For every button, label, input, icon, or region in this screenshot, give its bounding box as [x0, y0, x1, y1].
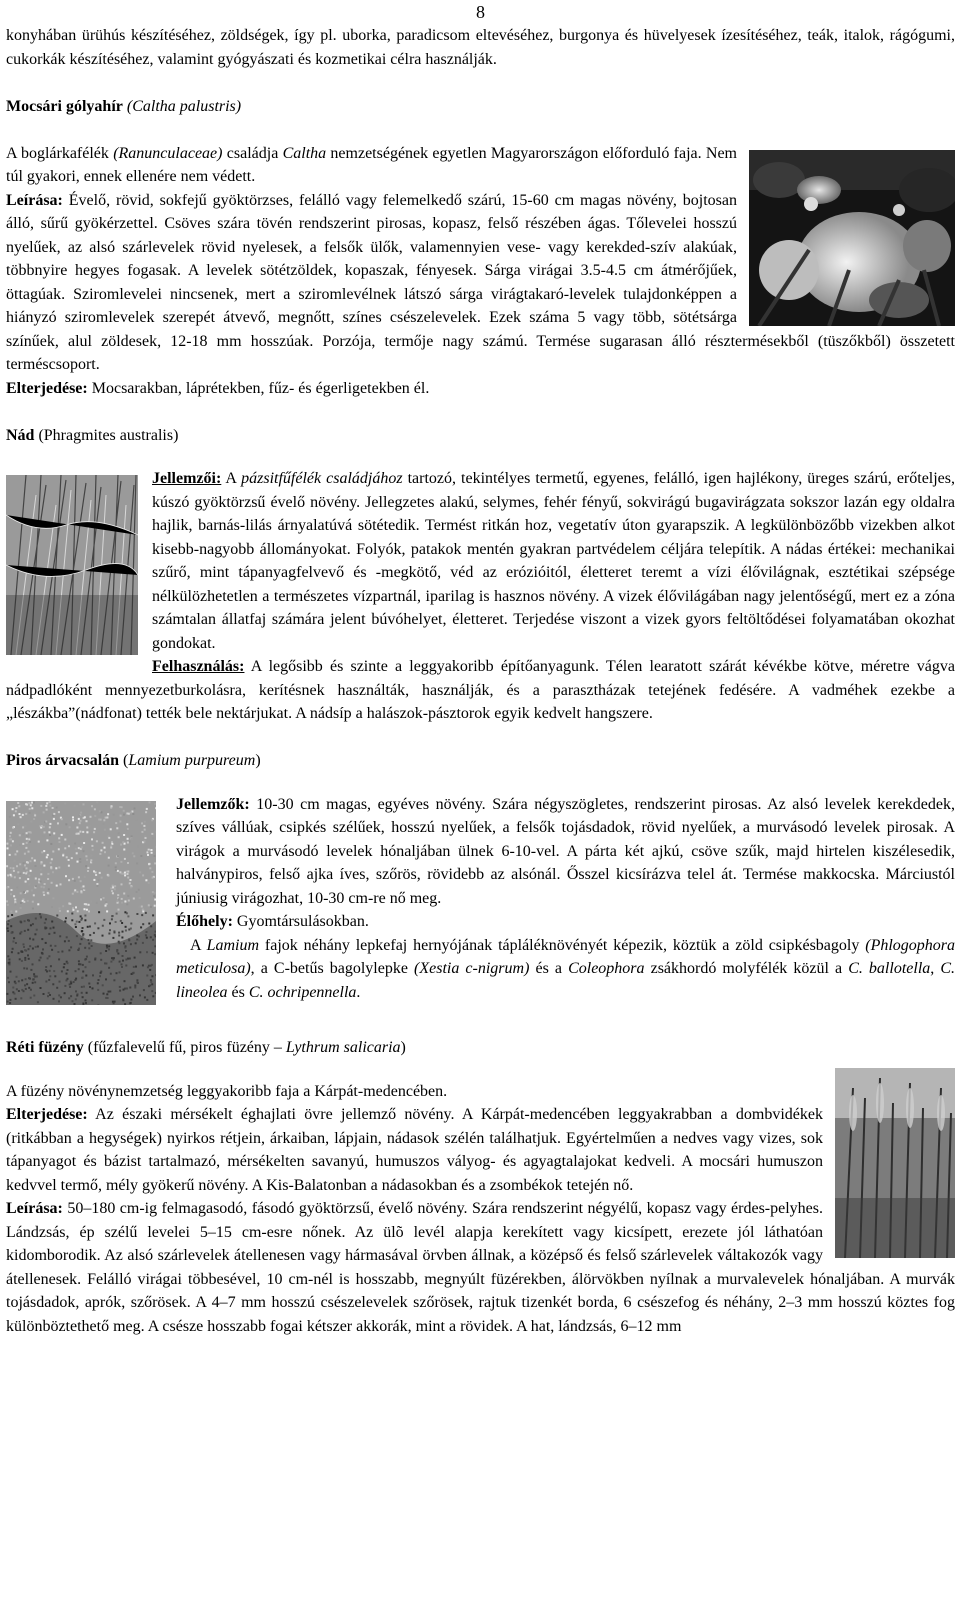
- caltha-description: Leírása: Évelő, rövid, sokfejű gyöktörzses, felálló vagy felemelkedő szárú, 15-60 cm magas növény, bojtosan álló, sűrű gyökérzettel. Csöves szára tövén rendszerint pirosas, kopasz, felső részében ágas. Tőlevelei hosszú nyelűek, az alsó szárlevelek rövid nyelesek, a felsők ülők, valamennyien vese- vagy kerekded-szív alakúak, többnyire hegyes fogasak. A levelek sötétzöldek, kopaszak, fényesek. Sárga virágai 3.5-4.5 cm átmérőjűek, öttagúak. Sziromlevelei nincsenek, mert a sziromlevélnek látszó sárga virágtakaró-levelek tulajdonképpen a hiányzó sziromlevelek szerepét átvevő, megnőtt, színes csészelevelek. Ezek száma 5 vagy több, sötétsárga színűek, alul zöldesek, 12-18 mm hosszúak. Porzója, termője nagy számú. Termése sugarasan álló résztermésekből (tüszőkből) összetett terméscsoport.: [6, 191, 955, 373]
- lythrum-latin: Lythrum salicaria: [285, 1039, 401, 1056]
- reed-heading: [6, 424, 955, 448]
- caltha-intro: A boglárkafélék (Ranunculaceae) családja Caltha nemzetségének egyetlen Magyarországon előforduló faja. Nem túl gyakori, ennek ellenére nem védett.: [6, 144, 738, 185]
- page-number: 8: [476, 2, 485, 22]
- lamium-paragraph: A Lamium fajok néhány lepkefaj hernyójának tápláléknövényét képezik, köztük a zöld csipkésbagoly (Phlogophora meticulosa), a C-betűs bagolylepke (Xestia c-nigrum) és a Coleophora zsákhordó molyfélék közül a C. ballotella, C. lineolea és C. ochripennella.: [176, 936, 956, 1001]
- reed-characteristics: Jellemzői: A pázsitfűfélék családjához tartozó, tekintélyes termetű, egyenes, felálló, igen hajlékony, üreges szárú, erőteljes, kúszó gyöktörzsű évelő növény. Jellegzetes alakú, selymes, fehér fényű, sokvirágú bugavirágzata sokszor lazán egy oldalra hajlik, barnás-lilás árnyalatúvá sötétedik. Termést ritkán hoz, vegetatív úton gyarapszik. A legkülönbözőbb vizekben alkot kisebb-nagyobb állományokat. Folyók, patakok mentén gyakran partvédelem céljára telepítik. A nádas értékei: mechanikai szűrő, mint tápanyagfelvevő és -megkötő, véd az erózióitól, életteret teremt a vízi élővilágnak, esztétikai szépsége nélkülözhetetlen a természetes vízpartnál, iparilag is hasznos növény. A vizek élővilágában nagy jelentőségű, mert ez a zóna számtalan állatfaj számára jelent búvóhelyet, életteret. Terjedése viszont a vizek gyors feltöltődései folyamatában okozhat gondokat.: [152, 470, 956, 652]
- lythrum-distribution: Elterjedése: Az északi mérsékelt éghajlati övre jellemző növény. A Kárpát-medencében leggyakrabban a dombvidékek (ritkábban a hegységek) nyirkos rétjein, árkaiban, lápjain, nádasok szélén találhatjuk. Egyértelműen a nedves vagy vizes, sok tápanyagot és bázist tartalmazó, mérsékelten savanyú, humuszos vályog- és agyagtalajokat kedveli. A mocsári humuszon kedvvel termő, mély gyökerű növény. A Kis-Balatonban a nádasokban és a zsombékok tetején nő.: [6, 1106, 823, 1194]
- caltha-latin: (Caltha palustris): [126, 97, 242, 115]
- lamium-characteristics: Jellemzők: 10-30 cm magas, egyéves növény. Szára négyszögletes, rendszerint pirosas. Az alsó levelek kerekdedek, szíves vállúak, csipkés szélűek, hosszú nyelűek, a felsők tojásdadok, rövid nyelűek, a murvásodó levelek pirosak. A virágok a murvásodó levelek hónaljában ülnek 6-10-vel. A párta két ajkú, csöve szűk, majd hirtelen kiszélesedik, halványpiros, felső ajka íves, szőrös, rövidebb az alsónál. Ősszel kicsírázva telel át. Termése makkocska. Márciustól júniusig virágozhat, 10-30 cm-re nő meg.: [176, 795, 955, 907]
- lamium-photo: [6, 801, 156, 1005]
- lamium-latin: Lamium purpureum: [128, 752, 256, 769]
- intro-paragraph: konyhában ürühús készítéséhez, zöldségek, így pl. uborka, paradicsom eltevéséhez, burgonya és hüvelyesek ízesítéséhez, teák, italok, rágógumi, cukorkák készítéséhez, valamint gyógyászati és kozmetikai célra használják.: [6, 27, 955, 68]
- lamium-title: Piros árvacsalán: [6, 752, 120, 769]
- reed-latin: (Phragmites australis): [34, 426, 179, 444]
- reed-photo: [6, 475, 138, 655]
- lythrum-intro: A füzény növénynemzetség leggyakoribb faja a Kárpát-medencében.: [6, 1082, 448, 1100]
- lamium-habitat: Élőhely: Gyomtársulásokban.: [176, 913, 369, 930]
- reed-title: Nád: [6, 426, 35, 444]
- lamium-spacer: [6, 801, 162, 1011]
- document-page: [6, 0, 955, 1338]
- reed-usage: Felhasználás: A legősibb és szinte a leggyakoribb építőanyagunk. Télen learatott szárát kévékbe kötve, méretre vágva nádpadlóként mennyezetburkolásra, kerítésnek használták, használják, és a parasztházak tetejének fedésére. A vadméhek ezekbe a „lészákba”(nádfonat) tették bele nektárjukat. A nádsíp a halászok-pásztorok egyik kedvelt hangszere.: [6, 658, 955, 722]
- marsh-marigold-photo: [749, 150, 955, 326]
- caltha-title: Mocsári gólyahír: [6, 97, 123, 115]
- lythrum-title: Réti füzény: [6, 1039, 84, 1056]
- caltha-distribution: Elterjedése: Mocsarakban, láprétekben, fűz- és égerligetekben él.: [6, 379, 430, 397]
- lythrum-description: Leírása: 50–180 cm-ig felmagasodó, fásodó gyöktörzsű, évelő növény. Szára rendszerint négyélű, kopasz vagy érdes-pelyhes. Lándzsás, ép szélű levelei 5–15 cm-esre nőnek. Az ülõ levél alapja kerekített vagy kicsípett, erezete jól láthatóan kidomborodik. Az alsó szárlevelek átellenesen vagy hármasával örvben állnak, a középső és felső szárlevelek váltakozók vagy átellenesek. Felálló virágai többesével, 10 cm-nél is hosszabb, megnyúlt füzérekben, álörvökben nyílnak a murvalevelek hónaljában. A murvák tojásdadok, aprók, szőrösek. A 4–7 mm hosszú csészelevelek szőrösek, rajtuk tizenkét borda, 6 csészefog és néhány, 2–3 mm hosszú köztes fog különböztethető meg. A csésze hosszabb fogai kétszer akkorák, mint a rövidek. A hat, lándzsás, 6–12 mm: [6, 1200, 955, 1335]
- caltha-heading: [6, 95, 955, 119]
- loosestrife-photo: [835, 1068, 955, 1258]
- lythrum-heading: Réti füzény (fűzfalevelű fű, piros füzény – Lythrum salicaria): [6, 1039, 406, 1056]
- lamium-heading: Piros árvacsalán (Lamium purpureum): [6, 752, 261, 769]
